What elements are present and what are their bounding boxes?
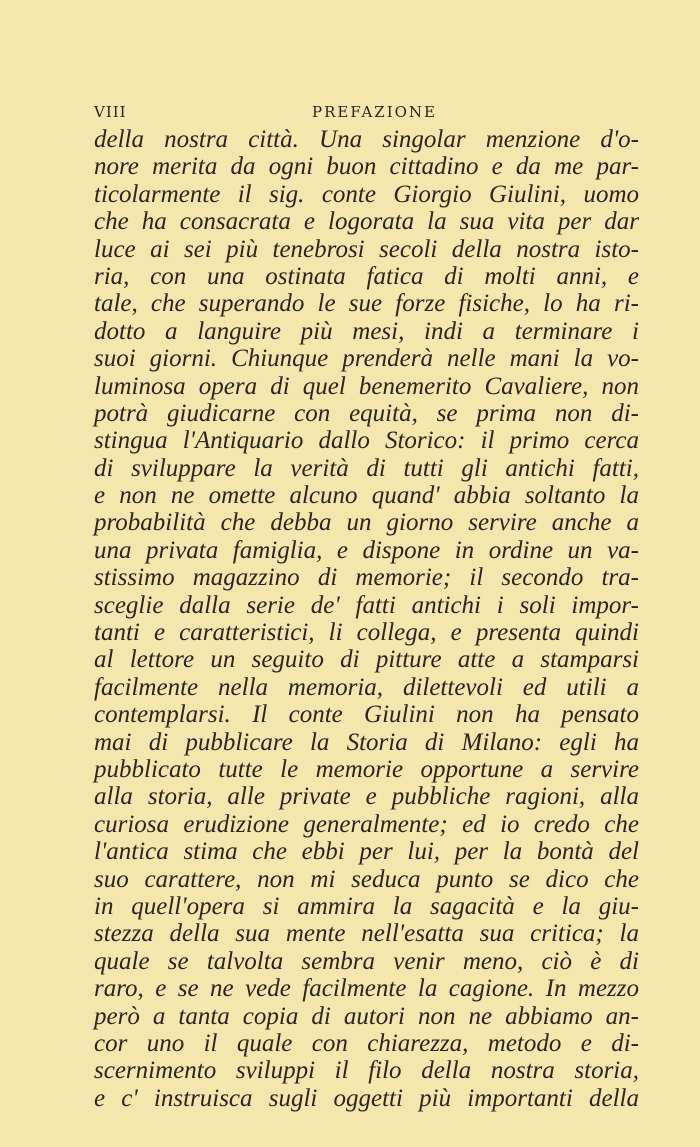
- text-line: facilmente nella memoria, dilettevoli ed utili a: [94, 673, 639, 701]
- text-line: scernimento sviluppi il filo della nostra storia,: [94, 1057, 639, 1085]
- text-line: stissimo magazzino di memorie; il secondo tra-: [94, 564, 639, 592]
- text-line: e c' instruisca sugli oggetti più importanti della: [94, 1084, 639, 1112]
- text-line: contemplarsi. Il conte Giulini non ha pensato: [94, 701, 639, 729]
- text-line: tale, che superando le sue forze fisiche, lo ha ri-: [94, 290, 639, 318]
- text-line: di sviluppare la verità di tutti gli antichi fatti,: [94, 454, 639, 482]
- text-line: tanti e caratteristici, li collega, e presenta quindi: [94, 619, 639, 647]
- text-line: dotto a languire più mesi, indi a terminare i: [94, 317, 639, 345]
- text-line: in quell'opera si ammira la sagacità e la giu-: [94, 892, 639, 920]
- text-line: stezza della sua mente nell'esatta sua critica; la: [94, 920, 639, 948]
- text-line: sceglie dalla serie de' fatti antichi i soli impor-: [94, 591, 639, 619]
- running-title: PREFAZIONE: [312, 103, 437, 121]
- text-line: potrà giudicarne con equità, se prima non di-: [94, 399, 639, 427]
- page-header: [94, 103, 639, 125]
- text-line: luce ai sei più tenebrosi secoli della nostra isto-: [94, 235, 639, 263]
- text-line: quale se talvolta sembra venir meno, ciò è di: [94, 947, 639, 975]
- page-number: VIII: [94, 103, 127, 121]
- text-line: però a tanta copia di autori non ne abbiamo an-: [94, 1002, 639, 1030]
- text-line: che ha consacrata e logorata la sua vita per dar: [94, 208, 639, 236]
- text-line: ria, con una ostinata fatica di molti anni, e: [94, 262, 639, 290]
- text-line: e non ne omette alcuno quand' abbia soltanto la: [94, 482, 639, 510]
- text-line: ticolarmente il sig. conte Giorgio Giulini, uomo: [94, 180, 639, 208]
- text-line: nore merita da ogni buon cittadino e da me par-: [94, 153, 639, 181]
- body-text: [94, 126, 639, 1112]
- text-line: raro, e se ne vede facilmente la cagione. In mezzo: [94, 975, 639, 1003]
- text-line: probabilità che debba un giorno servire anche a: [94, 509, 639, 537]
- text-line: suoi giorni. Chiunque prenderà nelle mani la vo-: [94, 345, 639, 373]
- text-line: al lettore un seguito di pitture atte a stamparsi: [94, 646, 639, 674]
- text-line: suo carattere, non mi seduca punto se dico che: [94, 865, 639, 893]
- text-line: curiosa erudizione generalmente; ed io credo che: [94, 810, 639, 838]
- text-line: una privata famiglia, e dispone in ordine un va-: [94, 536, 639, 564]
- text-line: mai di pubblicare la Storia di Milano: egli ha: [94, 728, 639, 756]
- text-line: alla storia, alle private e pubbliche ragioni, alla: [94, 783, 639, 811]
- text-line: pubblicato tutte le memorie opportune a servire: [94, 755, 639, 783]
- text-line: stingua l'Antiquario dallo Storico: il primo cerca: [94, 427, 639, 455]
- text-line: cor uno il quale con chiarezza, metodo e di-: [94, 1029, 639, 1057]
- text-line: luminosa opera di quel benemerito Cavaliere, non: [94, 372, 639, 400]
- text-line: della nostra città. Una singolar menzione d'o-: [94, 126, 639, 153]
- text-line: l'antica stima che ebbi per lui, per la bontà del: [94, 838, 639, 866]
